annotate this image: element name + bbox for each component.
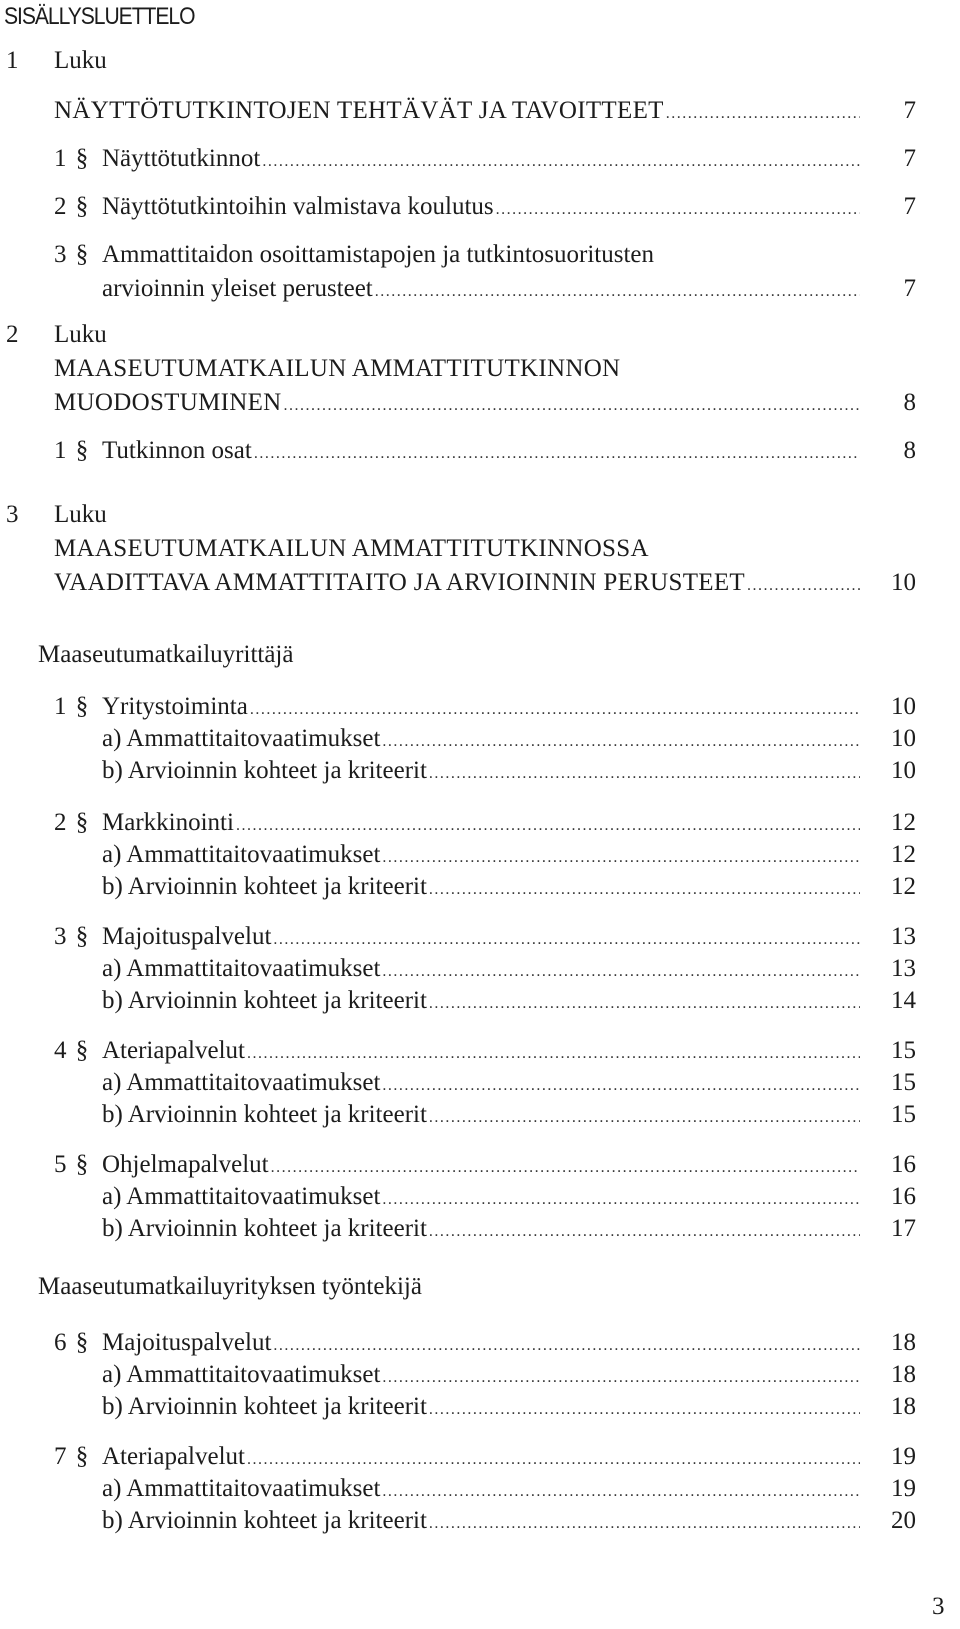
page-number: 7 <box>903 275 916 302</box>
subsection-entry[interactable] <box>102 1360 866 1393</box>
dot-leader <box>666 99 860 129</box>
subsection-title: a) Ammattitaitovaatimukset <box>102 1183 381 1210</box>
section-number: 6 <box>54 1329 67 1356</box>
section-sign: § <box>75 437 89 464</box>
section-title: Näyttötutkinnot <box>102 145 261 172</box>
section-entry[interactable] <box>102 192 866 225</box>
chapter-label: Luku <box>54 501 107 528</box>
group-title: Maaseutumatkailuyrittäjä <box>38 641 294 668</box>
page-number: 7 <box>903 97 916 124</box>
dot-leader <box>382 1185 860 1215</box>
subsection-entry[interactable] <box>102 954 866 987</box>
section-entry[interactable] <box>102 1036 866 1069</box>
section-number: 1 <box>54 437 67 464</box>
subsection-entry[interactable] <box>102 756 866 789</box>
dot-leader <box>429 989 860 1019</box>
dot-leader <box>382 843 860 873</box>
section-title: Majoituspalvelut <box>102 1329 272 1356</box>
chapter-title-line[interactable] <box>54 568 866 601</box>
page-number: 7 <box>903 193 916 220</box>
section-title-line: Ammattitaidon osoittamistapojen ja tutkintosuoritusten <box>102 241 655 268</box>
subsection-title: a) Ammattitaitovaatimukset <box>102 1475 381 1502</box>
section-title: Majoituspalvelut <box>102 923 272 950</box>
section-number: 2 <box>54 809 67 836</box>
chapter-number: 1 <box>6 47 19 74</box>
section-sign: § <box>75 923 89 950</box>
section-sign: § <box>75 241 89 268</box>
dot-leader <box>247 1039 860 1069</box>
section-title: Näyttötutkintoihin valmistava koulutus <box>102 193 494 220</box>
dot-leader <box>262 147 860 177</box>
page-footer-number: 3 <box>932 1593 945 1620</box>
dot-leader <box>429 1103 860 1133</box>
page-number: 12 <box>891 873 916 900</box>
page-number: 15 <box>891 1069 916 1096</box>
chapter-label: Luku <box>54 321 107 348</box>
page-number: 10 <box>891 757 916 784</box>
dot-leader <box>254 439 860 469</box>
subsection-entry[interactable] <box>102 1214 866 1247</box>
subsection-entry[interactable] <box>102 1182 866 1215</box>
section-number: 1 <box>54 693 67 720</box>
page-number: 10 <box>891 725 916 752</box>
chapter-title: VAADITTAVA AMMATTITAITO JA ARVIOINNIN PERUSTEET <box>54 569 745 596</box>
chapter-label: Luku <box>54 47 107 74</box>
page-number: 19 <box>891 1443 916 1470</box>
page-number: 8 <box>903 437 916 464</box>
subsection-title: a) Ammattitaitovaatimukset <box>102 1361 381 1388</box>
subsection-entry[interactable] <box>102 840 866 873</box>
page-number: 17 <box>891 1215 916 1242</box>
page-number: 7 <box>903 145 916 172</box>
dot-leader <box>382 1477 860 1507</box>
subsection-entry[interactable] <box>102 724 866 757</box>
subsection-title: a) Ammattitaitovaatimukset <box>102 725 381 752</box>
section-entry[interactable] <box>102 808 866 841</box>
subsection-title: b) Arvioinnin kohteet ja kriteerit <box>102 1393 427 1420</box>
section-entry[interactable] <box>102 436 866 469</box>
dot-leader <box>429 1509 860 1539</box>
page-number: 18 <box>891 1361 916 1388</box>
subsection-title: a) Ammattitaitovaatimukset <box>102 841 381 868</box>
section-title: Ateriapalvelut <box>102 1443 245 1470</box>
dot-leader <box>271 1153 860 1183</box>
dot-leader <box>284 391 860 421</box>
subsection-title: b) Arvioinnin kohteet ja kriteerit <box>102 987 427 1014</box>
chapter-number: 3 <box>6 501 19 528</box>
section-sign: § <box>75 1329 89 1356</box>
page-number: 12 <box>891 841 916 868</box>
page-number: 10 <box>891 693 916 720</box>
section-sign: § <box>75 1151 89 1178</box>
subsection-title: b) Arvioinnin kohteet ja kriteerit <box>102 1101 427 1128</box>
chapter-title: MUODOSTUMINEN <box>54 389 282 416</box>
subsection-title: b) Arvioinnin kohteet ja kriteerit <box>102 1507 427 1534</box>
subsection-entry[interactable] <box>102 1068 866 1101</box>
dot-leader <box>273 1331 860 1361</box>
page-number: 13 <box>891 955 916 982</box>
dot-leader <box>747 571 860 601</box>
subsection-title: b) Arvioinnin kohteet ja kriteerit <box>102 873 427 900</box>
section-title: Ohjelmapalvelut <box>102 1151 269 1178</box>
subsection-entry[interactable] <box>102 1474 866 1507</box>
section-entry[interactable] <box>102 1328 866 1361</box>
section-sign: § <box>75 693 89 720</box>
section-title: arvioinnin yleiset perusteet <box>102 275 373 302</box>
section-number: 3 <box>54 923 67 950</box>
dot-leader <box>247 1445 860 1475</box>
dot-leader <box>382 957 860 987</box>
subsection-title: a) Ammattitaitovaatimukset <box>102 955 381 982</box>
subsection-entry[interactable] <box>102 1392 866 1425</box>
section-number: 1 <box>54 145 67 172</box>
dot-leader <box>273 925 860 955</box>
subsection-title: a) Ammattitaitovaatimukset <box>102 1069 381 1096</box>
page-number: 16 <box>891 1151 916 1178</box>
section-number: 3 <box>54 241 67 268</box>
subsection-entry[interactable] <box>102 1506 866 1539</box>
section-number: 2 <box>54 193 67 220</box>
dot-leader <box>382 1071 860 1101</box>
dot-leader <box>236 811 860 841</box>
section-entry[interactable] <box>102 1442 866 1475</box>
chapter-title: NÄYTTÖTUTKINTOJEN TEHTÄVÄT JA TAVOITTEET <box>54 97 664 124</box>
section-number: 7 <box>54 1443 67 1470</box>
toc-heading: SISÄLLYSLUETTELO <box>4 3 195 30</box>
page-number: 20 <box>891 1507 916 1534</box>
page-number: 18 <box>891 1329 916 1356</box>
section-title: Markkinointi <box>102 809 234 836</box>
section-title: Tutkinnon osat <box>102 437 252 464</box>
subsection-entry[interactable] <box>102 1100 866 1133</box>
section-title: Ateriapalvelut <box>102 1037 245 1064</box>
dot-leader <box>382 727 860 757</box>
chapter-number: 2 <box>6 321 19 348</box>
section-sign: § <box>75 145 89 172</box>
page-number: 13 <box>891 923 916 950</box>
section-sign: § <box>75 1443 89 1470</box>
section-entry[interactable] <box>102 692 866 725</box>
section-entry[interactable] <box>102 274 866 307</box>
section-sign: § <box>75 193 89 220</box>
subsection-title: b) Arvioinnin kohteet ja kriteerit <box>102 757 427 784</box>
subsection-entry[interactable] <box>102 872 866 905</box>
section-sign: § <box>75 809 89 836</box>
chapter-title-line: MAASEUTUMATKAILUN AMMATTITUTKINNON <box>54 355 621 382</box>
subsection-title: b) Arvioinnin kohteet ja kriteerit <box>102 1215 427 1242</box>
dot-leader <box>375 277 860 307</box>
dot-leader <box>429 759 860 789</box>
dot-leader <box>250 695 860 725</box>
page-number: 8 <box>903 389 916 416</box>
section-sign: § <box>75 1037 89 1064</box>
section-entry[interactable] <box>102 144 866 177</box>
section-title: Yritystoiminta <box>102 693 248 720</box>
chapter-title-line[interactable] <box>54 96 866 129</box>
page-number: 15 <box>891 1037 916 1064</box>
section-number: 5 <box>54 1151 67 1178</box>
page-number: 12 <box>891 809 916 836</box>
section-number: 4 <box>54 1037 67 1064</box>
subsection-entry[interactable] <box>102 986 866 1019</box>
chapter-title-line[interactable] <box>54 388 866 421</box>
dot-leader <box>429 1395 860 1425</box>
page-number: 18 <box>891 1393 916 1420</box>
dot-leader <box>429 875 860 905</box>
dot-leader <box>496 195 860 225</box>
page-number: 19 <box>891 1475 916 1502</box>
page-number: 15 <box>891 1101 916 1128</box>
chapter-title-line: MAASEUTUMATKAILUN AMMATTITUTKINNOSSA <box>54 535 649 562</box>
page-number: 10 <box>891 569 916 596</box>
page-number: 16 <box>891 1183 916 1210</box>
section-entry[interactable] <box>102 922 866 955</box>
dot-leader <box>429 1217 860 1247</box>
group-title: Maaseutumatkailuyrityksen työntekijä <box>38 1273 422 1300</box>
dot-leader <box>382 1363 860 1393</box>
page-number: 14 <box>891 987 916 1014</box>
section-entry[interactable] <box>102 1150 866 1183</box>
